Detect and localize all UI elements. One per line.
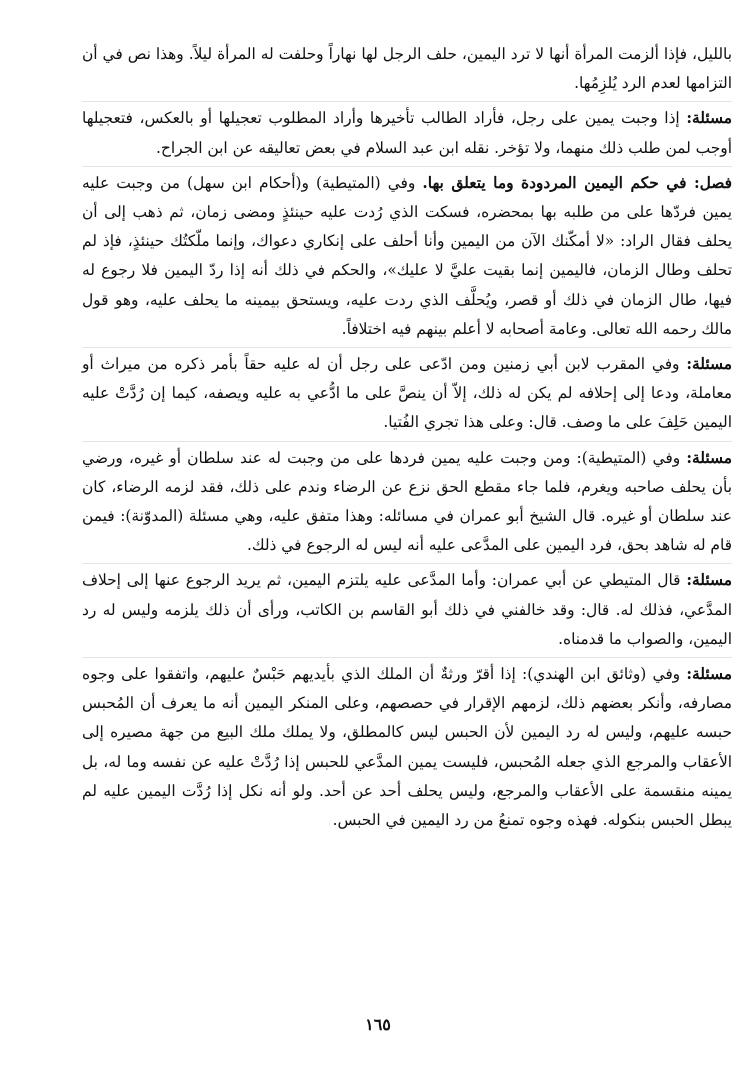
paragraph-3-text: وفي (المتيطية) و(أحكام ابن سهل) من وجبت عليه يمين فردّها على من طلبه بها بمحضره، فسكت الذي رُدت عليه حينئذٍ ومضى زمان، ثم ذهب إلى أن يحلف فقال الراد: «لا أمكّنك الآن من اليمين وأنا أحلف على إنكاري دعواك، وإنما ملّكتُك حينئذٍ، فإذ لم تحلف وطال الزمان، فاليمين إنما بقيت عليَّ لا عليك»، والحكم في ذلك أنه إذا ردّ اليمين فلا رجوع له فيها، طال الزمان في ذلك أو قصر، ويُحلَّف الذي ردت عليه، ويستحق بيمينه ما يحلف عليه، وهو قول مالك رحمه الله تعالى. وعامة أصحابه لا أعلم بينهم فيه اختلافاً. [82,173,732,338]
paragraph-6-text: قال المتيطي عن أبي عمران: وأما المدَّعى عليه يلتزم اليمين، ثم يريد الرجوع عنها إلى إحلاف المدَّعي، فذلك له. قال: وقد خالفني في ذلك أبو القاسم بن الكاتب، ورأى أن ذلك يلزمه وليس له رد اليمين، والصواب ما قدمناه. [82,571,732,648]
paragraph-6-heading: مسئلة: [686,571,732,590]
paragraph-5-heading: مسئلة: [686,448,732,467]
paragraph-3 [82,166,732,344]
paragraph-2-heading: مسئلة: [686,109,732,128]
paragraph-4-text: وفي المقرب لابن أبي زمنين ومن ادّعى على رجل أن له عليه حقاً بأمر ذكره من ميراث أو معاملة، ودعا إلى إحلافه لم يكن له ذلك، إلاّ أن ينصَّ على ما ادُّعي به عليه ويصفه، كيما إن رُدَّتْ عليه اليمين حَلِفَ على ما وصف. قال: وعلى هذا تجري الفُتيا. [82,355,732,432]
paragraph-7 [82,657,732,835]
paragraph-3-heading: فصل: في حكم اليمين المردودة وما يتعلق بها. [422,173,732,192]
paragraph-7-heading: مسئلة: [686,665,732,684]
page-number: ١٦٥ [365,1015,391,1034]
paragraph-5 [82,441,732,561]
paragraph-5-text: وفي (المتيطية): ومن وجبت عليه يمين فردها على من وجبت له عند سلطان أو غيره، ورضي بأن يحلف صاحبه ويغرم، فلما جاء مقطع الحق نزع عن الرضاء وندم على ذلك، فقد لزمه الرضاء، كان عند سلطان أو غيره. قال الشيخ أبو عمران في مسائله: وهذا متفق عليه، وهي مسئلة (المدوّنة): فيمن قام له شاهد بحق، فرد اليمين على المدَّعى عليه أنه ليس له الرجوع في ذلك. [82,448,732,555]
paragraph-1-text: بالليل، فإذا ألزمت المرأة أنها لا ترد اليمين، حلف الرجل لها نهاراً وحلفت له المرأة ليلاً. وهذا نص في أن التزامها لعدم الرد يُلزِمُها. [82,45,732,93]
paragraph-7-text: وفي (وثائق ابن الهندي): إذا أقرّ ورثةٌ أن الملك الذي بأيديهم حَبْسٌ عليهم، واتفقوا على وجوه مصارفه، وأنكر بعضهم ذلك، لزمهم الإقرار في حصصهم، وعلى المنكر اليمين أنه ما يعرف أن المُحبس حبسه عليهم، وليس له رد اليمين لأن الحبس ليس كالمطلق، ولا يملك ملك البيع من جهة مصيره إلى الأعقاب والمرجع الذي جعله المُحبس، فليست يمين المدَّعي للحبس إذا رُدَّتْ عليه عن نفسه وما له، بل يمينه منقسمة على الأعقاب والمرجع، وليس يحلف أحد عن أحد. ولو أنه نكل إذا رُدَّت اليمين عليه لم يبطل الحبس بنكوله. فهذه وجوه تمنعُ من رد اليمين في الحبس. [82,665,732,830]
paragraph-6 [82,563,732,654]
page-body [82,40,732,835]
paragraph-4 [82,347,732,438]
paragraph-2 [82,101,732,162]
paragraph-4-heading: مسئلة: [686,355,732,374]
paragraph-1 [82,40,732,98]
paragraph-2-text: إذا وجبت يمين على رجل، فأراد الطالب تأخيرها وأراد المطلوب تعجيلها أو بالعكس، فتعجيلها أوجب لمن طلب ذلك منهما، ولا تؤخر. نقله ابن عبد السلام في بعض تعاليقه عن ابن الجراح. [82,109,732,157]
